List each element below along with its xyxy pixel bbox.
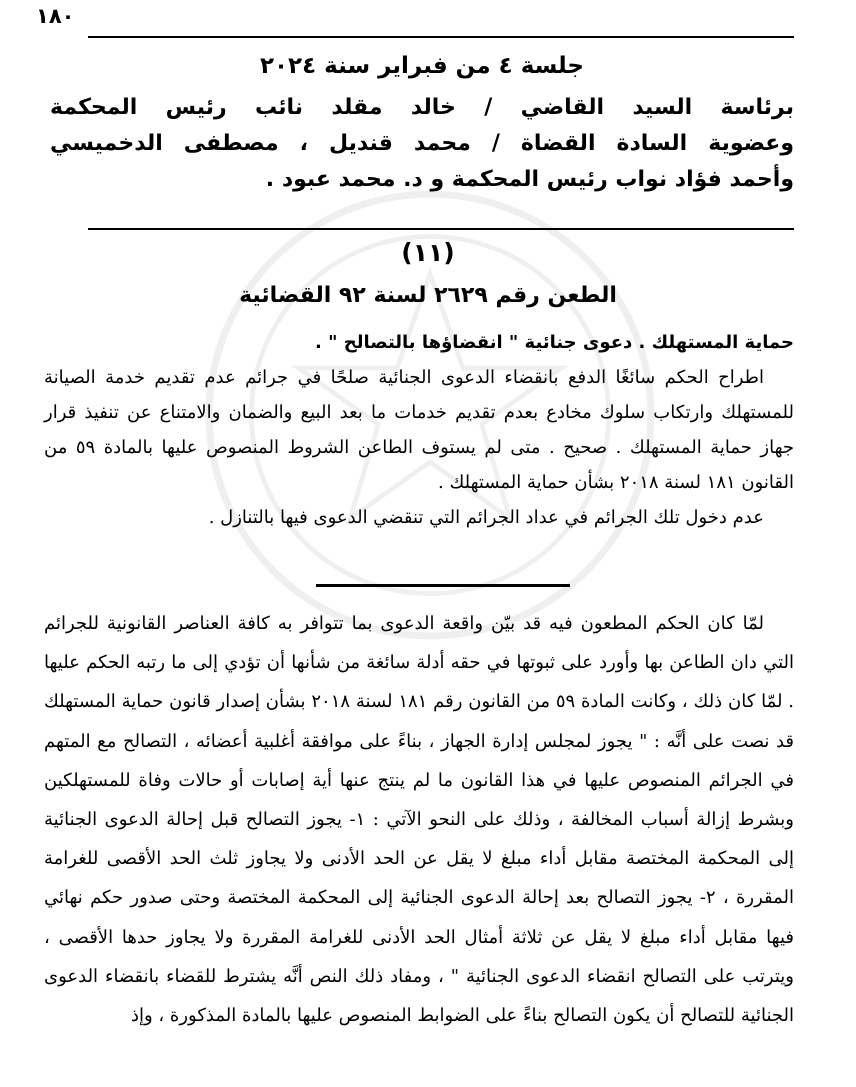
case-summary [44, 325, 794, 535]
panel-line: برئاسة السيد القاضي / خالد مقلد نائب رئيس المحكمة [50, 95, 794, 120]
session-header [50, 48, 794, 198]
summary-topic: حماية المستهلك . دعوى جنائية " انقضاؤها بالتصالح " . [314, 332, 794, 353]
panel-line: وعضوية السادة القضاة / محمد قنديل ، مصطفى الدخميسي [50, 131, 794, 156]
section-divider [316, 584, 570, 587]
judgment-body [44, 604, 794, 1035]
panel-composition [50, 90, 794, 198]
case-title: الطعن رقم ٢٦٢٩ لسنة ٩٢ القضائية [239, 283, 617, 308]
session-date: جلسة ٤ من فبراير سنة ٢٠٢٤ [259, 53, 585, 79]
header-bottom-rule [88, 228, 794, 230]
panel-line: وأحمد فؤاد نواب رئيس المحكمة و د. محمد عبود . [265, 167, 794, 192]
page-number: ١٨٠ [36, 4, 75, 28]
header-top-rule [88, 36, 794, 38]
case-number: (١١) [401, 238, 455, 267]
summary-paragraph: عدم دخول تلك الجرائم في عداد الجرائم التي تنقضي الدعوى فيها بالتنازل . [208, 507, 764, 528]
summary-paragraph: اطراح الحكم سائغًا الدفع بانقضاء الدعوى الجنائية صلحًا في جرائم عدم تقديم خدمة الصيانة للمستهلك وارتكاب سلوك مخادع بعدم تقديم خدمات ما بعد البيع والضمان والامتناع عن تنفيذ قرار جهاز حماية المستهلك . صحيح . متى لم يستوف الطاعن الشروط المنصوص عليها بالمادة ٥٩ من القانون ١٨١ لسنة ٢٠١٨ بشأن حماية المستهلك . [44, 367, 794, 493]
body-paragraph: لمّا كان الحكم المطعون فيه قد بيّن واقعة الدعوى بما تتوافر به كافة العناصر القانونية للجرائم التي دان الطاعن بها وأورد على ثبوتها في حقه أدلة سائغة من شأنها أن تؤدي إلى ما رتبه الحكم عليها . لمّا كان ذلك ، وكانت المادة ٥٩ من القانون رقم ١٨١ لسنة ٢٠١٨ بشأن إصدار قانون حماية المستهلك قد نصت على أنَّه : " يجوز لمجلس إدارة الجهاز ، بناءً على موافقة أغلبية أعضائه ، التصالح مع المتهم في الجرائم المنصوص عليها في هذا القانون ما لم ينتج عنها أية إصابات أو حالات وفاة للمستهلكين وبشرط إزالة أسباب المخالفة ، وذلك على النحو الآتي : ١- يجوز التصالح قبل إحالة الدعوى الجنائية إلى المحكمة المختصة مقابل أداء مبلغ لا يقل عن الحد الأدنى ولا يجاوز ثلث الحد الأقصى للغرامة المقررة ، ٢- يجوز التصالح بعد إحالة الدعوى الجنائية إلى المحكمة المختصة وحتى صدور حكم نهائي فيها مقابل أداء مبلغ لا يقل عن ثلاثة أمثال الحد الأدنى للغرامة المقررة ولا يجاوز حدها الأقصى ، ويترتب على التصالح انقضاء الدعوى الجنائية " ، ومفاد ذلك النص أنَّه يشترط للقضاء بانقضاء الدعوى الجنائية للتصالح أن يكون التصالح بناءً على الضوابط المنصوص عليها بالمادة المذكورة ، وإذ [44, 613, 795, 1027]
